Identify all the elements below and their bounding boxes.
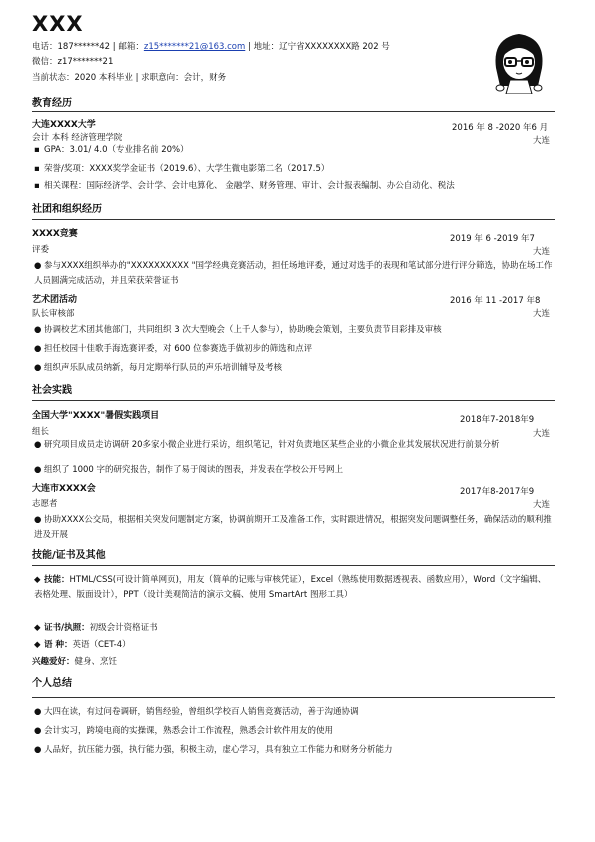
practice-role-2: 志愿者 bbox=[32, 499, 58, 509]
email-label: 邮箱： bbox=[118, 42, 144, 52]
list-item: ● 协调校艺术团其他部门，共同组织 3 次大型晚会（上千人参与），协助晚会策划，主要负责节目彩排及审核 bbox=[34, 325, 442, 335]
list-item: ◆ 证书/执照：初级会计资格证书 bbox=[34, 623, 158, 633]
wechat-label: 微信： bbox=[32, 57, 58, 67]
contact-line: 电话：187******42 | 邮箱：z15*******21@163.com | 地址：辽宁省XXXXXXXX路 202 号 bbox=[32, 42, 390, 52]
status-value: 2020 本科毕业 bbox=[74, 73, 133, 83]
section-title-summary: 个人总结 bbox=[32, 678, 72, 689]
list-item: ● 担任校园十佳歌手海选赛评委，对 600 位参赛选手做初步的筛选和点评 bbox=[34, 344, 313, 354]
list-item: ● 人品好，抗压能力强，执行能力强，积极主动，虚心学习，具有独立工作能力和财务分析能力 bbox=[34, 745, 393, 755]
practice-role-1: 组长 bbox=[32, 427, 50, 437]
campus-org-1: XXXX竞赛 bbox=[32, 229, 78, 239]
divider bbox=[32, 400, 555, 401]
section-title-campus: 社团和组织经历 bbox=[32, 204, 102, 215]
intent-label: 求职意向： bbox=[141, 73, 184, 83]
practice-city-1: 大连 bbox=[533, 429, 551, 439]
practice-org-2: 大连市XXXX会 bbox=[32, 484, 96, 494]
list-item: ● 组织声乐队成员纳新，每月定期举行队员的声乐培训辅导及考核 bbox=[34, 363, 283, 373]
address-value: 辽宁省XXXXXXXX路 202 号 bbox=[279, 42, 390, 52]
practice-date-2: 2017年8-2017年9 bbox=[460, 487, 535, 497]
school-name: 大连XXXX大学 bbox=[32, 120, 96, 130]
list-item: ● 研究项目成员走访调研 20多家小微企业进行采访，组织笔记，针对负责地区某些企业的小微企业其发展状况进行前景分析 bbox=[34, 440, 500, 450]
address-label: 地址： bbox=[253, 42, 280, 52]
wechat-line bbox=[32, 55, 113, 67]
section-title-practice: 社会实践 bbox=[32, 385, 72, 396]
list-item: ▪ GPA：3.01/ 4.0（专业排名前 20%） bbox=[34, 145, 189, 155]
education-city: 大连 bbox=[533, 136, 551, 146]
campus-date-2: 2016 年 11 -2017 年8 bbox=[450, 296, 541, 306]
section-title-skills: 技能/证书及其他 bbox=[32, 550, 106, 561]
email-link[interactable]: z15*******21@163.com bbox=[143, 42, 246, 52]
campus-org-2: 艺术团活动 bbox=[32, 295, 78, 305]
phone-value: 187******42 bbox=[57, 42, 111, 52]
list-item: ● 大四在读，有过问卷调研，销售经验，曾组织学校百人销售竞赛活动，善于沟通协调 bbox=[34, 707, 359, 717]
practice-date-1: 2018年7-2018年9 bbox=[460, 415, 535, 425]
practice-org-1: 全国大学"XXXX"暑假实践项目 bbox=[32, 411, 160, 421]
practice-city-2: 大连 bbox=[533, 500, 551, 510]
intent-value: 会计，财务 bbox=[183, 73, 227, 83]
avatar bbox=[488, 28, 550, 94]
list-item: ▪ 荣誉/奖项：XXXX奖学金证书（2019.6）、大学生微电影第二名（2017.5） bbox=[34, 164, 330, 174]
list-item: ● 参与XXXX组织举办的"XXXXXXXXXX "国学经典竞赛活动，担任场地评委，通过对选手的表现和笔试部分进行评分筛选，协助在场工作人员圆满完成活动，并且荣获荣誉证书 bbox=[34, 261, 553, 286]
campus-date-1: 2019 年 6 -2019 年7 bbox=[450, 234, 535, 244]
divider bbox=[32, 111, 555, 112]
campus-role-1: 评委 bbox=[32, 245, 50, 255]
campus-city-1: 大连 bbox=[533, 247, 551, 257]
status-label: 当前状态： bbox=[32, 73, 75, 83]
campus-role-2: 队长审核部 bbox=[32, 309, 75, 319]
list-item: ● 组织了 1000 字的研究报告，制作了易于阅读的图表，并发表在学校公开号网上 bbox=[34, 465, 344, 475]
list-item: ◆ 语 种：英语（CET-4） bbox=[34, 640, 131, 650]
education-major: 会计 本科 经济管理学院 bbox=[32, 133, 123, 143]
list-item: ◆ 技能：HTML/CSS(可设计简单网页)，用友（简单的记账与审核凭证），Excel（熟练使用数据透视表、函数应用），Word（文字编辑、表格处理、版面设计），PPT（设计美观简洁的演示文稿、使用 SmartArt 图形工具） bbox=[34, 575, 547, 600]
divider bbox=[32, 697, 555, 698]
status-line: 当前状态：2020 本科毕业 | 求职意向：会计，财务 bbox=[32, 73, 227, 83]
campus-city-2: 大连 bbox=[533, 309, 551, 319]
list-item: ● 协助XXXX公交局，根据相关突发问题制定方案，协调前期开工及准备工作，实时跟进情况，根据突发问题调整任务，确保活动的顺利推进及开展 bbox=[34, 515, 552, 540]
candidate-name: XXX bbox=[32, 12, 84, 36]
phone-label: 电话： bbox=[32, 42, 58, 52]
wechat-value: z17*******21 bbox=[57, 57, 114, 67]
section-title-education: 教育经历 bbox=[32, 98, 72, 109]
list-item: ● 会计实习，跨境电商的实操课，熟悉会计工作流程，熟悉会计软件用友的使用 bbox=[34, 726, 334, 736]
education-date: 2016 年 8 -2020 年6 月 bbox=[452, 123, 549, 133]
list-item: ▪ 相关课程：国际经济学、会计学、会计电算化、 金融学、财务管理、审计、会计报表编制、办公自动化、税法 bbox=[34, 181, 455, 191]
hobby-line: 兴趣爱好：健身、烹饪 bbox=[32, 657, 118, 667]
divider bbox=[32, 219, 555, 220]
divider bbox=[32, 565, 555, 566]
